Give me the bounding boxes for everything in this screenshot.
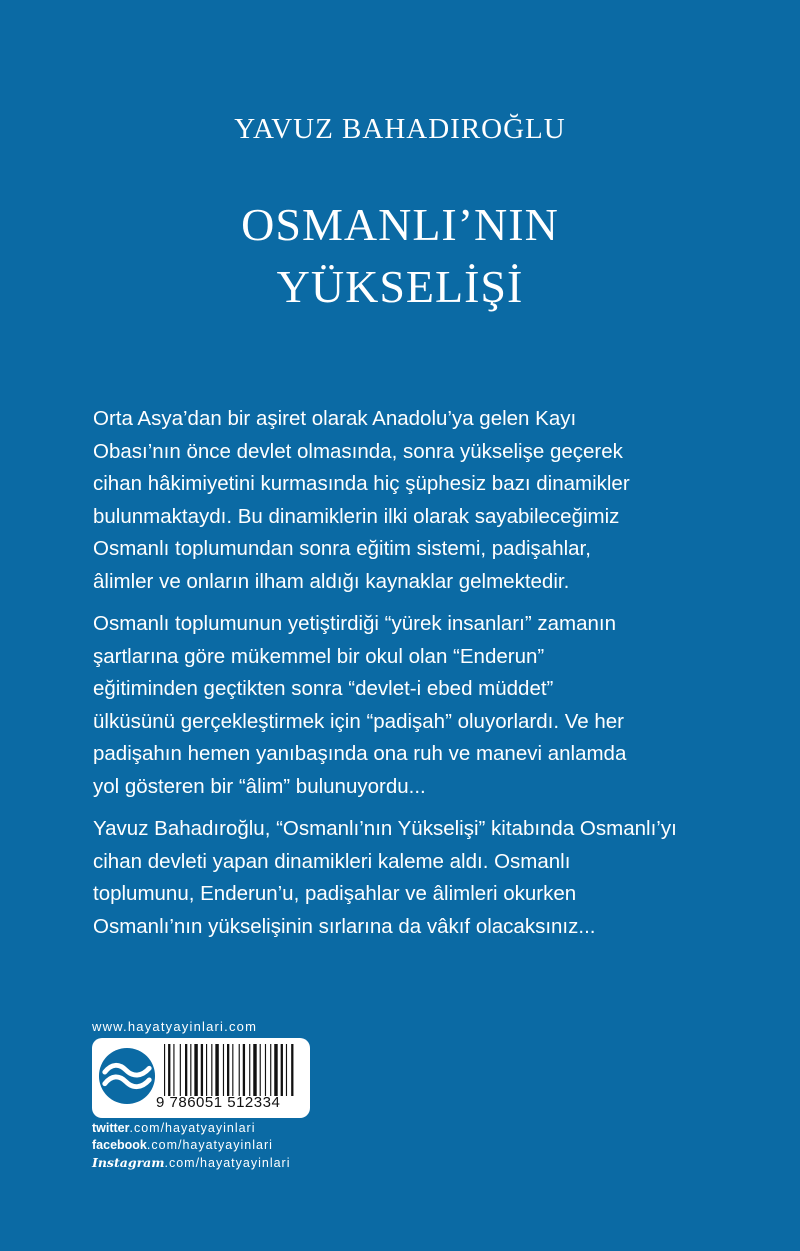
blurb-line: padişahın hemen yanıbaşında ona ruh ve manevi anlamda [93,742,627,765]
blurb-line: bulunmaktaydı. Bu dinamiklerin ilki olarak sayabileceğimiz [93,504,620,528]
barcode-bar [211,1044,212,1096]
barcode-bar [173,1044,174,1096]
blurb-line: Yavuz Bahadıroğlu, “Osmanlı’nın Yükselişi” kitabında Osmanlı’yı [93,817,677,840]
isbn-number: 9 786051 512334 [156,1094,281,1111]
barcode-bar [281,1044,283,1096]
barcode-bar [243,1044,245,1096]
barcode-bar [201,1044,203,1096]
blurb-line: şartlarına göre mükemmel bir okul olan “Enderun” [93,644,545,668]
blurb-line: Osmanlı toplumunun yetiştirdiği “yürek insanları” zamanın [93,612,616,635]
barcode-bar [274,1044,277,1096]
barcode-bar [227,1044,229,1096]
twitter-brand: twitter [92,1121,130,1135]
barcode-bar [185,1044,187,1096]
blurb-line: yol gösteren bir “âlim” bulunuyordu... [93,774,426,798]
barcode-bar [215,1044,218,1096]
blurb-line: Osmanlı toplumundan sonra eğitim sistemi, padişahlar, [93,537,591,560]
facebook-brand: facebook [92,1138,147,1152]
barcode-bar [249,1044,250,1096]
barcode-bar [164,1044,165,1096]
instagram-link [92,1155,312,1170]
blurb-line: âlimler ve onların ilham aldığı kaynaklar gelmektedir. [93,569,570,593]
barcode-bar [265,1044,266,1096]
blurb-line: Osmanlı’nın yükselişinin sırlarına da vâkıf olacaksınız... [93,914,596,938]
blurb-line: Orta Asya’dan bir aşiret olarak Anadolu’ya gelen Kayı [93,407,577,430]
barcode-bar [232,1044,233,1096]
blurb-text [93,403,733,953]
blurb-line: cihan hâkimiyetini kurmasında hiç şüphesiz bazı dinamikler [93,472,630,495]
barcode-bar [194,1044,197,1096]
twitter-link [92,1121,312,1135]
author-name: YAVUZ BAHADIROĞLU [234,113,566,145]
blurb-paragraph-1 [93,403,733,598]
barcode-bar [223,1044,224,1096]
hayat-wave-logo-icon [98,1047,156,1105]
barcode-bar [260,1044,261,1096]
barcode-box [92,1038,310,1118]
blurb-paragraph-2 [93,608,733,803]
facebook-path: .com/hayatyayinlari [146,1138,273,1152]
barcode-bar [291,1044,293,1096]
publisher-website: www.hayatyayinlari.com [92,1019,258,1034]
barcode-bar [206,1044,207,1096]
instagram-brand: Instagram [92,1155,165,1170]
barcode-bar [239,1044,240,1096]
barcode-bar [270,1044,271,1096]
blurb-line: cihan devleti yapan dinamikleri kaleme aldı. Osmanlı [93,849,571,873]
blurb-line: Obası’nın önce devlet olmasında, sonra yükselişe geçerek [93,439,623,463]
book-title [0,194,800,318]
barcode-bar [180,1044,181,1096]
twitter-path: .com/hayatyayinlari [129,1121,256,1135]
barcode-bar [253,1044,256,1096]
barcode-bar [168,1044,170,1096]
blurb-line: eğitiminden geçtikten sonra “devlet-i ebed müddet” [93,677,554,700]
title-line-2: YÜKSELİŞİ [276,261,524,312]
isbn-barcode [164,1044,302,1096]
barcode-bar [190,1044,191,1096]
facebook-link [92,1138,312,1152]
instagram-path: .com/hayatyayinlari [164,1156,291,1170]
blurb-paragraph-3 [93,813,733,943]
title-line-1: OSMANLI’NIN [241,199,559,250]
barcode-bar [286,1044,287,1096]
blurb-line: ülküsünü gerçekleştirmek için “padişah” oluyorlardı. Ve her [93,709,624,733]
blurb-line: toplumunu, Enderun’u, padişahlar ve âlimleri okurken [93,882,577,905]
